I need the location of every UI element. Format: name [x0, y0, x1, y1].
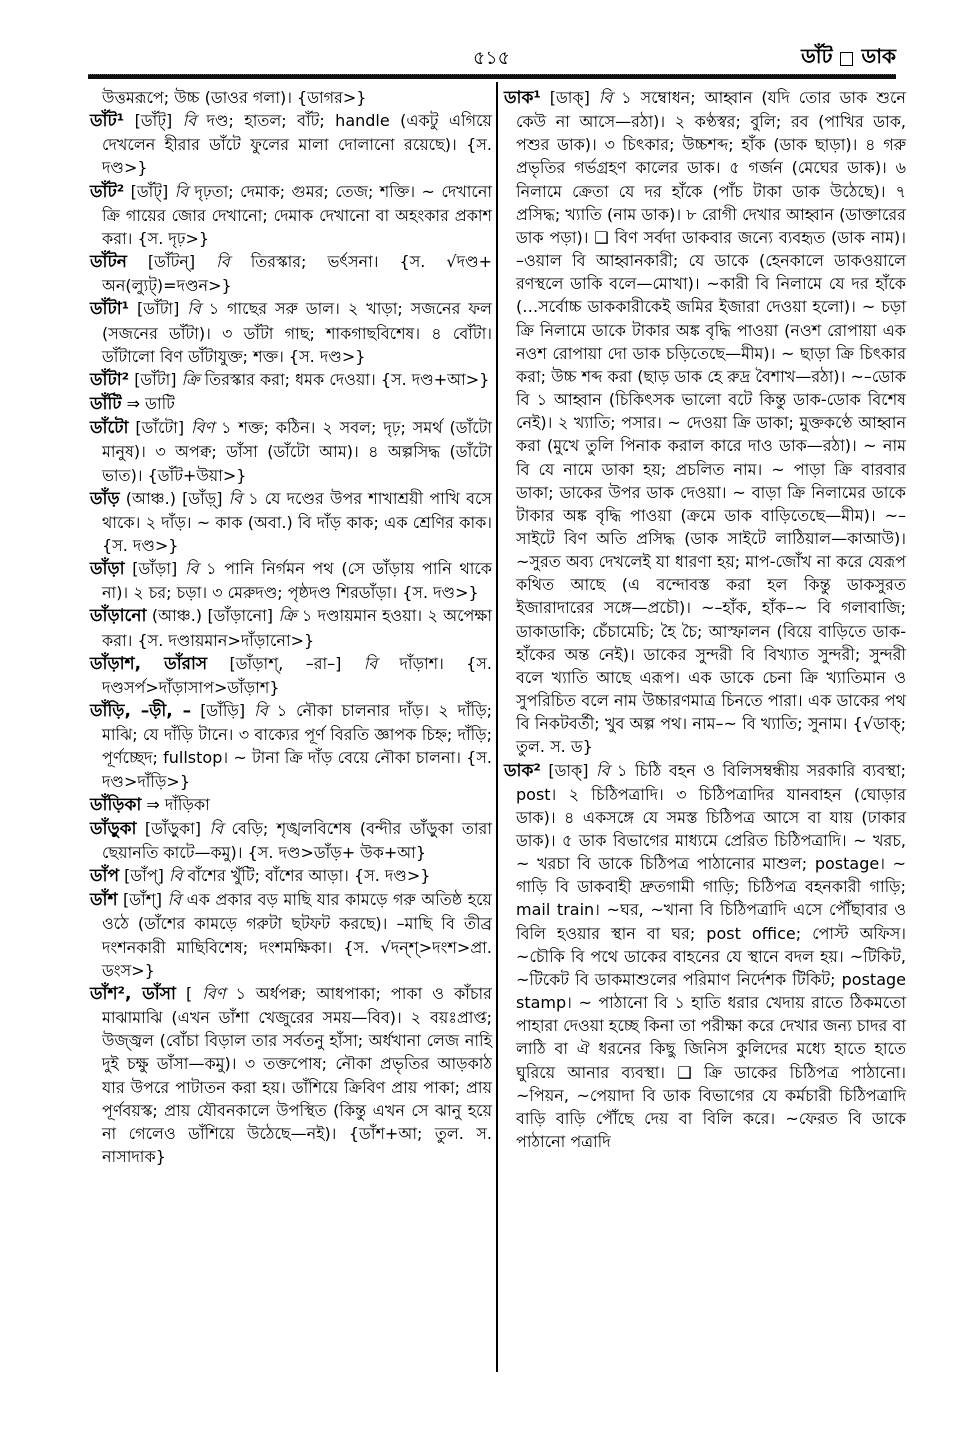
definition: ১ অর্ধপক্ব; আধপাকা; পাকা ও কাঁচার মাঝামাঝি (এখন ডাঁশা খেজুরের সময়—বিব)। ২ বয়ঃপ্রাপ্ত; উজ্জ্বল (বোঁচা বিড়াল তার সর্বতনু হাঁসা; অর্ধখানা লেজ নাহি দুই চক্ষু ডাঁসা—কমু)। ৩ তক্তপোষ; নৌকা প্রভৃতির আড়কাঠ যার উপরে পাটাতন করা হয়। ডাঁশিয়ে ক্রিবিণ প্রায় পাকা; প্রায় পূর্ণবয়স্ক; প্রায় যৌবনকালে উপস্থিত (কিন্তু এখন সে ঝানু হয়ে না গেলেও ডাঁশিয়ে উঠেছে—নই)। {ডাঁশ+আ; তুল. স. নাসাদাক}	[102, 983, 492, 1167]
definition: ⇒ ডাটি	[126, 394, 175, 414]
right-column	[504, 86, 906, 1153]
headword: ডাঁটো	[90, 418, 129, 439]
dictionary-entry	[90, 982, 492, 1168]
page-header	[88, 40, 896, 70]
pronunciation: [ডাঁটা]	[134, 369, 177, 389]
part-of-speech: বি	[596, 760, 610, 780]
headword: ডাক¹	[504, 88, 541, 108]
definition: তিরস্কার করা; ধমক দেওয়া। {স. দণ্ড+আ>}	[204, 369, 490, 389]
pronunciation: [ডাঁড়ি]	[200, 701, 246, 721]
pronunciation: [ডাঁটা]	[137, 299, 180, 319]
pronunciation: [ডাঁড়ুকা]	[144, 818, 202, 838]
definition: উত্তমরূপে; উচ্চ (ডাওর গলা)। {ডাগর>}	[102, 88, 367, 107]
headword: ডাঁড়ুকা	[90, 818, 137, 839]
column-divider	[496, 82, 498, 1372]
definition: বাঁশের খুঁটি; বাঁশের আড়া। {স. দণ্ড>}	[187, 866, 431, 886]
pronunciation: [ডাঁটো]	[135, 418, 185, 438]
pronunciation: [ডাঁপ্]	[124, 866, 164, 886]
pronunciation: [ডাক্]	[549, 88, 590, 107]
dictionary-entry	[90, 817, 492, 864]
part-of-speech: বি	[187, 299, 201, 319]
headword: ডাঁড়াশ, ডাঁরাস	[90, 653, 208, 674]
part-of-speech: ক্রি	[278, 606, 297, 626]
running-head-first-word: ডাঁট	[801, 44, 833, 68]
headword: ডাঁড়ি, –ড়ী, –	[90, 701, 192, 722]
running-head-last-word: ডাক	[861, 44, 896, 68]
dictionary-entry	[90, 557, 492, 604]
pronunciation: (আঞ্চ.) [ডাঁড়্]	[125, 488, 223, 508]
dictionary-entry	[90, 652, 492, 699]
part-of-speech: বি	[216, 252, 230, 272]
headword: ডাঁশ	[90, 890, 118, 911]
part-of-speech: বি	[254, 701, 268, 721]
headword: ডাঁড়া	[90, 559, 125, 580]
headword: ডাঁড়িকা	[90, 794, 142, 815]
definition: ১ শক্ত; কঠিন। ২ সবল; দৃঢ়; সমর্থ (ডাঁটো মানুষ)। ৩ অপক্ব; ডাঁসা (ডাঁটো আম)। ৪ অল্পসিদ্ধ (ডাঁটো ভাত)। {ডাঁট+উয়া>}	[102, 418, 492, 485]
headword: ডাঁপ	[90, 866, 119, 887]
pronunciation: [	[185, 983, 193, 1003]
definition: বেড়ি; শৃঙ্খলবিশেষ (বন্দীর ডাঁড়ুকা তারা ছেয়ানতি কাটে—কমু)। {স. দণ্ড>ডাঁড়+ উক+আ}	[102, 818, 492, 862]
part-of-speech: বি	[598, 88, 613, 107]
dictionary-entry	[90, 864, 492, 888]
dictionary-entry	[90, 297, 492, 367]
dictionary-entry	[90, 416, 492, 486]
part-of-speech: বি	[184, 559, 199, 579]
headword: ডাঁট²	[90, 181, 125, 202]
definition: দৃঢ়তা; দেমাক; গুমর; তেজ; শক্তি। ~ দেখানো ক্রি গায়ের জোর দেখানো; দেমাক দেখানো বা অহংকার প্রকাশ করা। {স. দৃঢ়>}	[102, 181, 493, 248]
pronunciation: [ডাঁট্]	[130, 181, 169, 201]
definition: ১ চিঠি বহন ও বিলিসম্বন্ধীয় সরকারি ব্যবস্থা; post। ২ চিঠিপত্রাদি। ৩ চিঠিপত্রাদির যানবাহন (ঘোড়ার ডাক)। ৪ একসঙ্গে যে সমস্ত চিঠিপত্র আসে বা যায় (ঢাকার ডাক)। ৫ ডাক বিভাগের মাধ্যমে প্রেরিত চিঠিপত্রাদি। ~ খরচ, ~ খরচা বি ডাকে চিঠিপত্র পাঠানোর মাশুল; postage। ~ গাড়ি বি ডাকবাহী দ্রুতগামী গাড়ি; চিঠিপত্র বহনকারী গাড়ি; mail train। ~ঘর, ~খানা বি চিঠিপত্রাদি এসে পৌঁছাবার ও বিলি হওয়ার স্থান বা ঘর; post office; পোস্ট অফিস। ~চৌকি বি পথে ডাকের বাহনের যে স্থানে বদল হয়। ~টিকিট, ~টিকেট বি ডাকমাশুলের পরিমাণ নির্দেশক টিকিট; postage stamp। ~ পাঠানো বি ১ হাতি ধরার খেদায় রাতে ঠিকমতো পাহারা দেওয়া হচ্ছে কিনা তা পরীক্ষা করে দেখার জন্য চাদর বা লাঠি বা ঐ ধরনের কিছু জিনিস কুলিদের মধ্যে হাতে হাতে ঘুরিয়ে আনার ব্যবস্থা। ❑ ক্রি ডাকের চিঠিপত্র পাঠানো। ~পিয়ন, ~পেয়াদা বি ডাক বিভাগের যে কর্মচারী চিঠিপত্রাদি বাড়ি বাড়ি পৌঁছে দেয় বা বিলি করে। ~ফেরত বি ডাকে পাঠানো পত্রাদি	[516, 760, 906, 1152]
pronunciation: (আঞ্চ.) [ডাঁড়ানো]	[151, 606, 274, 626]
dictionary-entry	[90, 888, 492, 982]
definition: ১ নৌকা চালনার দাঁড়। ২ দাঁড়ি; মাঝি; যে দাঁড়ি টানে। ৩ বাক্যের পূর্ণ বিরতি জ্ঞাপক চিহ্ন; দাঁড়ি; পূর্ণচ্ছেদ; fullstop। ~ টানা ক্রি দাঁড় বেয়ে নৌকা চালনা। {স. দণ্ড>দাঁড়ি>}	[102, 701, 493, 791]
definition: ১ পানি নির্গমন পথ (সে ডাঁড়ায় পানি থাকে না)। ২ চর; চড়া। ৩ মেরুদণ্ড; পৃষ্ঠদণ্ড শিরডাঁড়া। {স. দণ্ড>}	[102, 559, 492, 603]
part-of-speech: বিণ	[191, 418, 215, 438]
pronunciation: [ডাঁড়াশ্, –রা–]	[229, 653, 342, 673]
dictionary-entry	[504, 86, 906, 759]
definition: দাঁড়াশ। {স. দণ্ডসর্প>দাঁড়াসাপ>ডাঁড়াশ}	[102, 653, 492, 697]
part-of-speech: বি	[167, 890, 182, 910]
headword: ডাক²	[504, 760, 541, 781]
dictionary-entry	[90, 109, 492, 179]
part-of-speech: বি	[363, 653, 378, 673]
headword: ডাঁট¹	[90, 111, 125, 132]
part-of-speech: বি	[174, 181, 189, 201]
dictionary-entry	[90, 368, 492, 392]
dictionary-entry	[90, 392, 492, 416]
part-of-speech: বি	[182, 111, 197, 131]
box-separator-icon	[840, 52, 853, 66]
pronunciation: [ডাঁটন্]	[147, 252, 196, 272]
part-of-speech: বি	[209, 818, 224, 838]
pronunciation: [ডাঁট্]	[134, 111, 173, 131]
headword: ডাঁটা¹	[90, 299, 130, 320]
definition: তিরস্কার; ভর্ৎসনা। {স. √দণ্ড+ অন(ল্যুট্)=দণ্ডন>}	[102, 252, 492, 296]
headword: ডাঁটন	[90, 252, 127, 273]
headword: ডাঁড়	[90, 488, 120, 509]
part-of-speech: বি	[168, 866, 183, 886]
dictionary-entry	[90, 86, 492, 109]
pronunciation: [ডাঁশ্]	[123, 890, 163, 910]
dictionary-entry	[90, 180, 492, 250]
running-head	[801, 42, 896, 75]
dictionary-entry	[90, 793, 492, 817]
pronunciation: [ডাঁড়া]	[132, 559, 178, 579]
left-column	[90, 86, 492, 1168]
headword: ডাঁশ², ডাঁসা	[90, 983, 176, 1004]
definition: দণ্ড; হাতল; বাঁট; handle (একটু এগিয়ে দেখলেন হীরার ডাঁটে ফুলের মালা দোলানো রয়েছে)। {স. দণ্ড>}	[102, 111, 492, 178]
definition: ১ যে দণ্ডের উপর শাখাশ্রয়ী পাখি বসে থাকে। ২ দাঁড়। ~ কাক (অবা.) বি দাঁড় কাক; এক শ্রেণির কাক। {স. দণ্ড>}	[102, 488, 492, 555]
dictionary-entry	[90, 604, 492, 651]
pronunciation: [ডাক্]	[548, 760, 589, 780]
dictionary-entry	[90, 250, 492, 297]
part-of-speech: ক্রি	[181, 369, 200, 389]
headword: ডাঁটা²	[90, 369, 130, 390]
definition: এক প্রকার বড় মাছি যার কামড়ে গরু অতিষ্ঠ হয়ে ওঠে (ডাঁশের কামড়ে গরুটা ছটফট করছে)। –মাছি বি তীব্র দংশনকারী মাছিবিশেষ; দংশমক্ষিকা। {স. √দন্‌শ্>দংশ>প্রা. ডংস>}	[102, 890, 492, 980]
page-number: ৫১৫	[473, 47, 510, 69]
part-of-speech: বি	[228, 488, 243, 508]
dictionary-entry	[90, 699, 492, 793]
dictionary-entry	[504, 759, 906, 1154]
definition: ১ সম্বোধন; আহ্বান (যদি তোর ডাক শুনে কেউ না আসে—রঠা)। ২ কণ্ঠস্বর; বুলি; রব (পাখির ডাক, পশুর ডাক)। ৩ চিৎকার; উচ্চশব্দ; হাঁক (ডাক ছাড়া)। ৪ গরু প্রভৃতির গর্ভগ্রহণ কালের ডাক। ৫ গর্জন (মেঘের ডাক)। ৬ নিলামে ক্রেতা যে দর হাঁকে (পাঁচ টাকা ডাক উঠেছে)। ৭ প্রসিদ্ধ; খ্যাতি (নাম ডাক)। ৮ রোগী দেখার আহ্বান (ডাক্তারের ডাক পড়া)। ❑ বিণ সর্বদা ডাকবার জন্যে ব্যবহৃত (ডাক নাম)। –ওয়াল বি আহ্বানকারী; যে ডাকে (হেনকালে ডাকওয়ালে রণস্থলে ডাকি বলে—মোখা)। ~কারী বি নিলামে যে দর হাঁকে (…সর্বোচ্চ ডাককারীকেই জমির ইজারা দেওয়া হলো)। ~ চড়া ক্রি নিলামে ডাকে টাকার অঙ্ক বৃদ্ধি পাওয়া (নওশ রোপায়া এক নওশ রোপায়া দো ডাক চড়িতেছে—মীম)। ~ ছাড়া ক্রি চিৎকার করা; উচ্চ শব্দ করা (ছাড় ডাক হে রুদ্র বৈশাখ—রঠা)। ~–ডোক বি ১ আহ্বান (চিকিৎসক ভালো বটে কিন্তু ডাক-ডোক বিশেষ নেই)। ২ খ্যাতি; পসার। ~ দেওয়া ক্রি ডাকা; মুক্তকণ্ঠে আহ্বান করা (মুখে তুলি পিনাক করাল কারে দাও ডাক—রঠা)। ~ নাম বি যে নামে ডাকা হয়; প্রচলিত নাম। ~ পাড়া ক্রি বারবার ডাকা; ডাকের উপর ডাক দেওয়া। ~ বাড়া ক্রি নিলামের ডাকে টাকার অঙ্ক বৃদ্ধি পাওয়া (ক্রমে ডাক বাড়িতেছে—মীম)। ~–সাইটে বিণ অতি প্রসিদ্ধ (ডাক সাইটে লাঠিয়াল—কাআউ)। ~সুরত অব্য দেখলেই যা ধারণা হয়; মাপ-জোঁখ না করে যেরূপ কথিত আছে (এ বন্দোবস্ত করা হল কিন্তু ডাকসুরত ইজারাদারের সঙ্গে—প্রচৌ)। ~–হাঁক, হাঁক–~ বি গলাবাজি; ডাকাডাকি; চেঁচামেচি; হৈ চৈ; আস্ফালন (বিয়ে বাড়িতে ডাক-হাঁকের অন্ত নেই)। ডাকের সুন্দরী বি বিখ্যাত সুন্দরী; সুন্দরী বলে খ্যাতি আছে এরূপ। এক ডাকে চেনা ক্রি খ্যাতিমান ও সুপরিচিত বলে নাম উচ্চারণমাত্র চিনতে পারা। এক ডাকের পথ বি নিকটবর্তী; খুব অল্প পথ। নাম–~ বি খ্যাতি; সুনাম। {√ডাক্; তুল. স. ড}	[516, 88, 906, 757]
dictionary-entry	[90, 487, 492, 557]
headword: ডাঁড়ানো	[90, 606, 147, 627]
headword: ডাঁটি	[90, 394, 122, 415]
definition: ⇒ দাঁড়িকা	[146, 794, 210, 814]
part-of-speech: বিণ	[202, 983, 226, 1003]
definition: ১ গাছের সরু ডাল। ২ খাড়া; সজনের ফল (সজনের ডাঁটা)। ৩ ডাঁটা গাছ; শাকগাছবিশেষ। ৪ বোঁটা। ডাঁটালো বিণ ডাঁটাযুক্ত; শক্ত। {স. দণ্ড>}	[102, 299, 492, 366]
header-rule	[88, 74, 896, 79]
definition: ১ দণ্ডায়মান হওয়া। ২ অপেক্ষা করা। {স. দণ্ডায়মান>দাঁড়ানো>}	[102, 606, 493, 650]
